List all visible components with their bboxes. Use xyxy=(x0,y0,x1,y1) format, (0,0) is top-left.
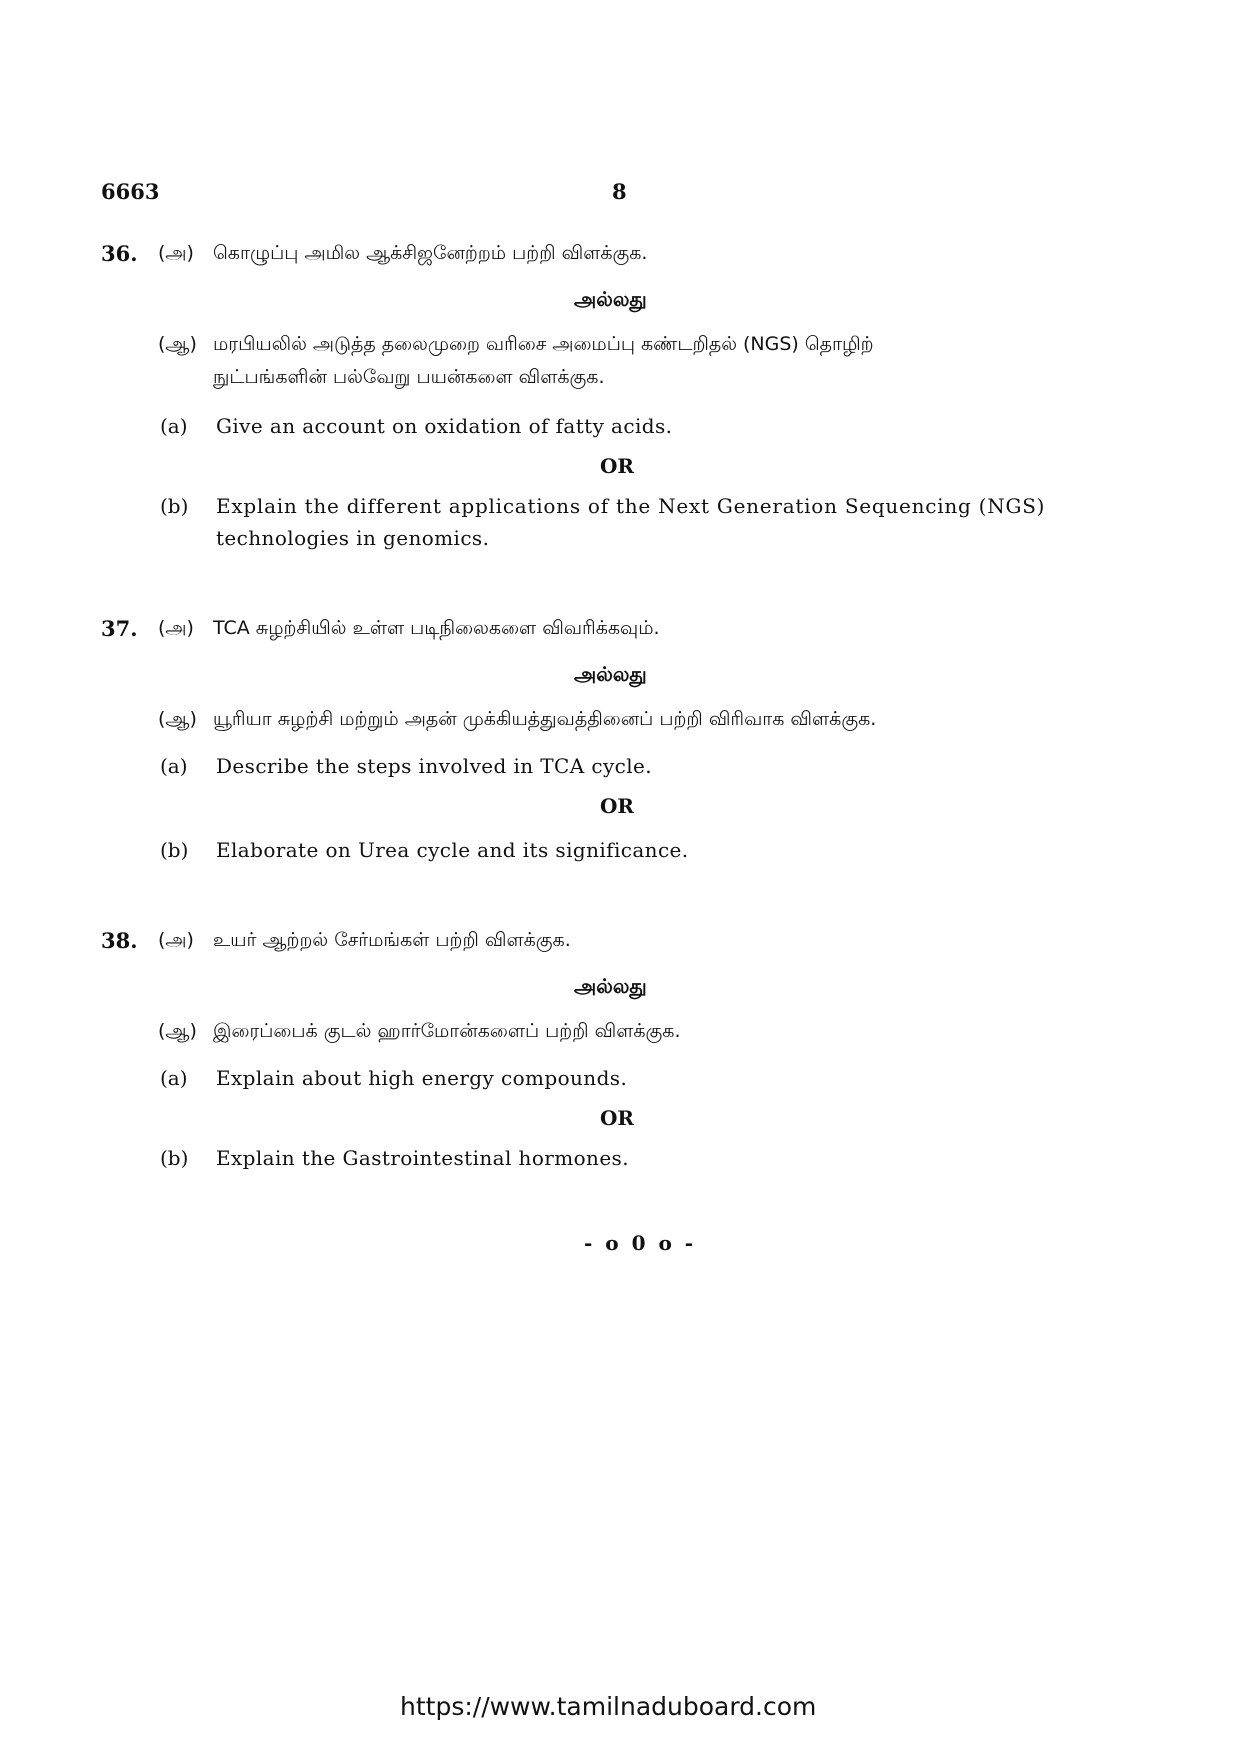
question-text-tamil-a: கொழுப்பு அமில ஆக்சிஜனேற்றம் பற்றி விளக்குக. xyxy=(213,242,648,264)
question-text-english-b-line1: Elaborate on Urea cycle and its significance. xyxy=(216,838,689,862)
option-marker: (a) xyxy=(160,1066,188,1090)
paper-code: 6663 xyxy=(101,179,160,204)
or-separator: OR xyxy=(600,1106,635,1130)
or-separator-tamil: அல்லது xyxy=(574,287,647,311)
question-text-tamil-b-line1: யூரியா சுழற்சி மற்றும் அதன் முக்கியத்துவத்தினைப் பற்றி விரிவாக விளக்குக. xyxy=(213,708,877,730)
option-marker: (a) xyxy=(160,754,188,778)
end-of-paper-mark: - o 0 o - xyxy=(584,1231,697,1255)
footer-url: https://www.tamilnaduboard.com xyxy=(400,1692,817,1721)
question-text-tamil-a: உயர் ஆற்றல் சேர்மங்கள் பற்றி விளக்குக. xyxy=(213,929,571,951)
question-text-english-b-line1: Explain the different applications of the Next Generation Sequencing (NGS) xyxy=(216,494,1046,518)
option-marker: (ஆ) xyxy=(158,1020,197,1042)
question-text-tamil-a: TCA சுழற்சியில் உள்ள படிநிலைகளை விவரிக்கவும். xyxy=(213,617,660,639)
or-separator: OR xyxy=(600,794,635,818)
option-marker: (ஆ) xyxy=(158,333,197,355)
question-number: 38. xyxy=(101,928,138,953)
question-text-english-a: Describe the steps involved in TCA cycle. xyxy=(216,754,653,778)
option-marker: (a) xyxy=(160,414,188,438)
question-text-tamil-b-line2: நுட்பங்களின் பல்வேறு பயன்களை விளக்குக. xyxy=(213,366,605,388)
question-text-english-b-line1: Explain the Gastrointestinal hormones. xyxy=(216,1146,629,1170)
or-separator-tamil: அல்லது xyxy=(574,662,647,686)
option-marker: (b) xyxy=(160,1146,189,1170)
question-text-english-a: Give an account on oxidation of fatty acids. xyxy=(216,414,673,438)
option-marker: (ஆ) xyxy=(158,708,197,730)
question-number: 37. xyxy=(101,616,138,641)
question-text-tamil-b-line1: இரைப்பைக் குடல் ஹார்மோன்களைப் பற்றி விளக்குக. xyxy=(213,1020,681,1042)
option-marker: (அ) xyxy=(158,242,194,264)
question-text-english-a: Explain about high energy compounds. xyxy=(216,1066,628,1090)
question-number: 36. xyxy=(101,241,138,266)
option-marker: (b) xyxy=(160,494,189,518)
option-marker: (அ) xyxy=(158,929,194,951)
question-text-english-b-line2: technologies in genomics. xyxy=(216,526,490,550)
or-separator: OR xyxy=(600,454,635,478)
page-number: 8 xyxy=(612,179,627,204)
or-separator-tamil: அல்லது xyxy=(574,974,647,998)
option-marker: (b) xyxy=(160,838,189,862)
question-text-tamil-b-line1: மரபியலில் அடுத்த தலைமுறை வரிசை அமைப்பு கண்டறிதல் (NGS) தொழிற் xyxy=(213,333,874,355)
option-marker: (அ) xyxy=(158,617,194,639)
